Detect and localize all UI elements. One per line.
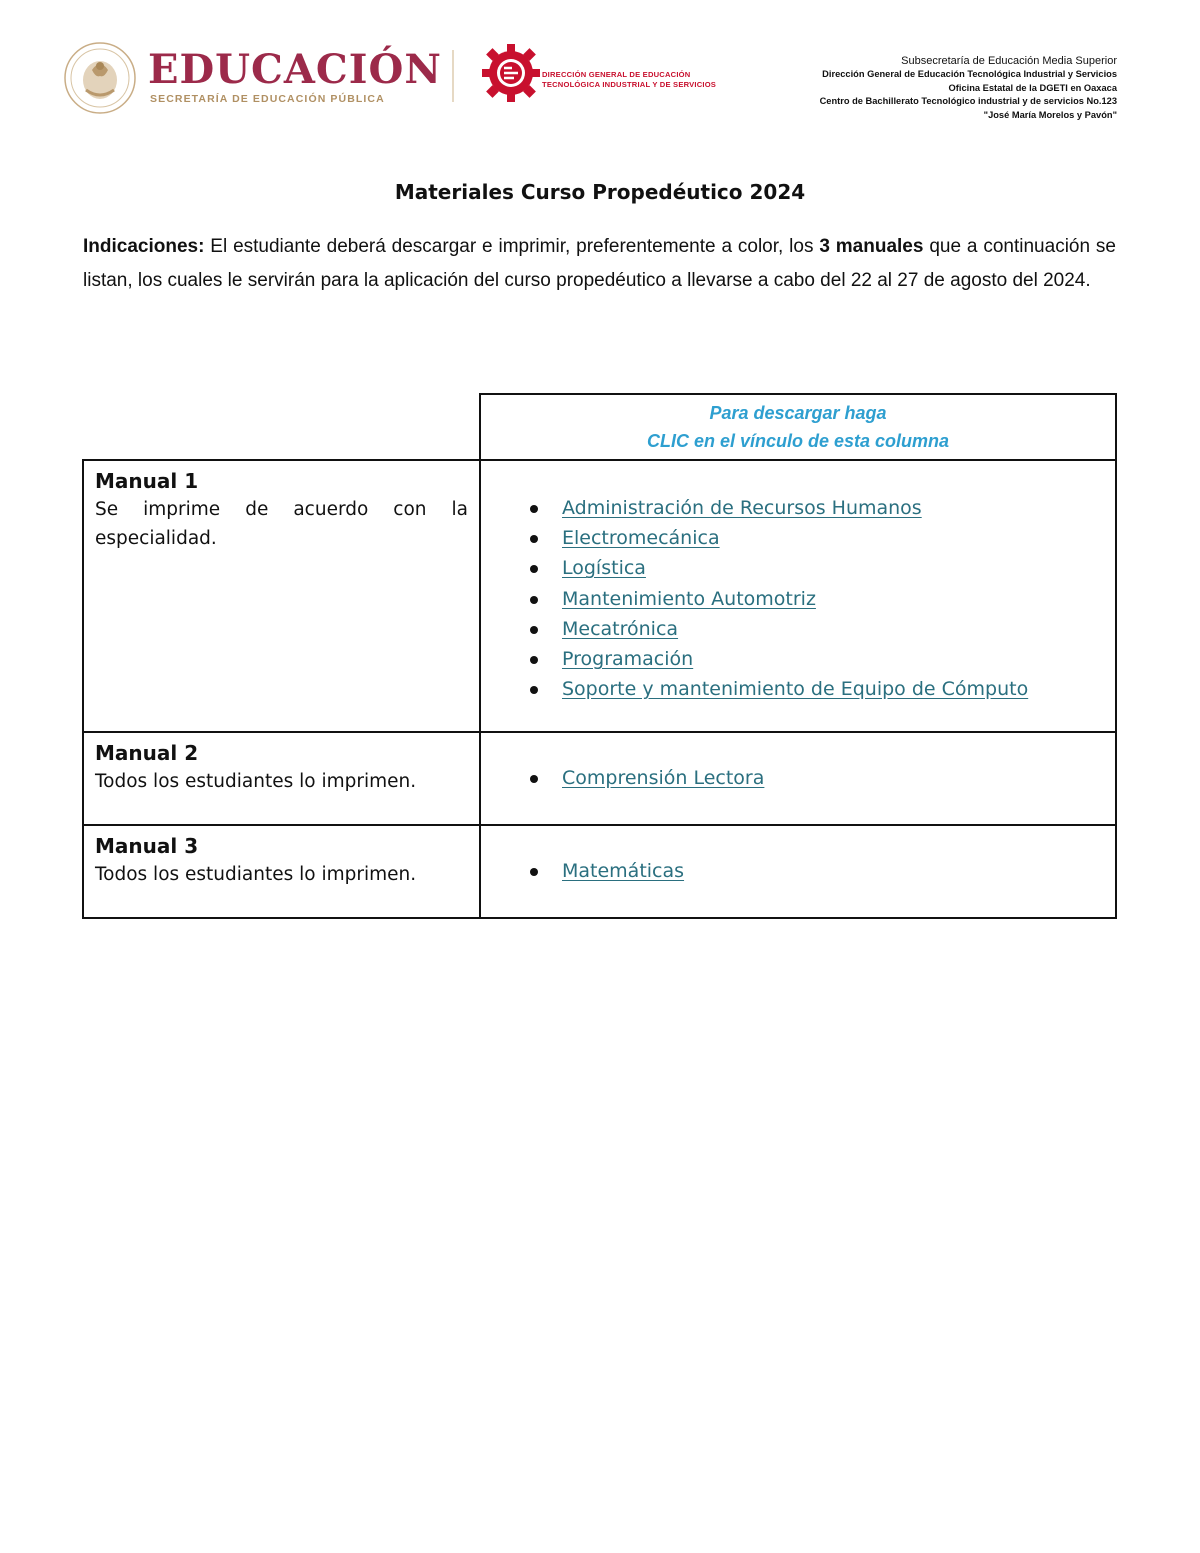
dgeti-logo-line2: TECNOLÓGICA INDUSTRIAL Y DE SERVICIOS: [542, 80, 717, 89]
header-line-1: Para descargar haga: [709, 403, 887, 423]
header-empty-cell: [83, 394, 480, 460]
list-item: [562, 584, 1114, 614]
manual-cell: [83, 460, 480, 732]
link-list: [482, 763, 1114, 793]
bullet-icon: [530, 596, 538, 604]
link-comprension-lectora[interactable]: Comprensión Lectora: [562, 767, 765, 789]
list-item: [562, 523, 1114, 553]
list-item: [562, 763, 1114, 793]
bullet-icon: [530, 505, 538, 513]
bullet-icon: [530, 868, 538, 876]
manual-title: Manual 1: [95, 469, 199, 493]
bullet-icon: [530, 565, 538, 573]
table-row-manual-1: [83, 460, 1116, 732]
bullet-icon: [530, 686, 538, 694]
link-list: [482, 493, 1114, 704]
sep-logo-word: EDUCACIÓN: [148, 46, 442, 93]
links-cell: [480, 732, 1116, 825]
table-row-manual-2: [83, 732, 1116, 825]
manual-cell: [83, 732, 480, 825]
link-mecatronica[interactable]: Mecatrónica: [562, 617, 679, 640]
manual-cell: [83, 825, 480, 918]
header-line: Centro de Bachillerato Tecnológico industrial y de servicios No.123: [819, 96, 1117, 107]
instructions-text-b: que a continuación se listan, los cuales le servirán para la aplicación del curso propedéutico a llevarse a cabo del 22 al 27 de agosto del 2024.: [83, 236, 1116, 291]
links-cell: [480, 825, 1116, 918]
manual-description: Todos los estudiantes lo imprimen.: [95, 771, 417, 792]
link-matematicas[interactable]: Matemáticas: [562, 860, 685, 882]
download-column-header: [480, 394, 1116, 460]
manual-description: Todos los estudiantes lo imprimen.: [95, 864, 417, 885]
mexico-coat-of-arms-icon: [62, 40, 138, 116]
instructions-text-a: El estudiante deberá descargar e imprimir, preferentemente a color, los: [204, 236, 820, 257]
link-electromecanica[interactable]: Electromecánica: [562, 527, 720, 550]
list-item: [562, 553, 1114, 583]
manual-title: Manual 2: [95, 741, 199, 765]
list-item: [562, 493, 1114, 523]
instructions-bold: 3 manuales: [819, 236, 924, 257]
link-logistica[interactable]: Logística: [562, 557, 646, 580]
manual-description: Se imprime de acuerdo con la especialidad.: [95, 499, 468, 549]
list-item: [562, 674, 1114, 704]
sep-logo-subtitle: SECRETARÍA DE EDUCACIÓN PÚBLICA: [150, 93, 385, 105]
link-administracion-recursos-humanos[interactable]: Administración de Recursos Humanos: [562, 497, 922, 519]
list-item: [562, 644, 1114, 674]
bullet-icon: [530, 775, 538, 783]
link-soporte-mantenimiento-equipo[interactable]: Soporte y mantenimiento de Equipo de Cómputo: [562, 678, 1029, 701]
table-row-manual-3: [83, 825, 1116, 918]
header-line-2: CLIC en el vínculo de esta columna: [646, 431, 950, 451]
table-header-row: [83, 394, 1116, 460]
bullet-icon: [530, 656, 538, 664]
page-title: Materiales Curso Propedéutico 2024: [394, 180, 806, 204]
links-cell: [480, 460, 1116, 732]
dgeti-logo-line1: DIRECCIÓN GENERAL DE EDUCACIÓN: [542, 70, 691, 79]
bullet-icon: [530, 626, 538, 634]
list-item: [562, 614, 1114, 644]
header-line: Oficina Estatal de la DGETI en Oaxaca: [948, 82, 1117, 93]
materials-table: [82, 393, 1117, 919]
instructions-label: Indicaciones:: [83, 236, 205, 257]
dgeti-logo-text: [542, 70, 716, 90]
header-line: "José María Morelos y Pavón": [983, 109, 1117, 120]
header-line: Dirección General de Educación Tecnológica Industrial y Servicios: [822, 69, 1117, 80]
instructions-paragraph: [83, 230, 1116, 298]
manual-title: Manual 3: [95, 834, 199, 858]
link-list: [482, 856, 1114, 886]
link-programacion[interactable]: Programación: [562, 648, 694, 671]
bullet-icon: [530, 535, 538, 543]
header-line: Subsecretaría de Educación Media Superior: [901, 55, 1117, 67]
link-mantenimiento-automotriz[interactable]: Mantenimiento Automotriz: [562, 587, 816, 610]
dgeti-gear-emblem-icon: [480, 42, 542, 104]
list-item: [562, 856, 1114, 886]
logo-divider: [452, 50, 454, 102]
header-institution-block: [820, 55, 1117, 122]
